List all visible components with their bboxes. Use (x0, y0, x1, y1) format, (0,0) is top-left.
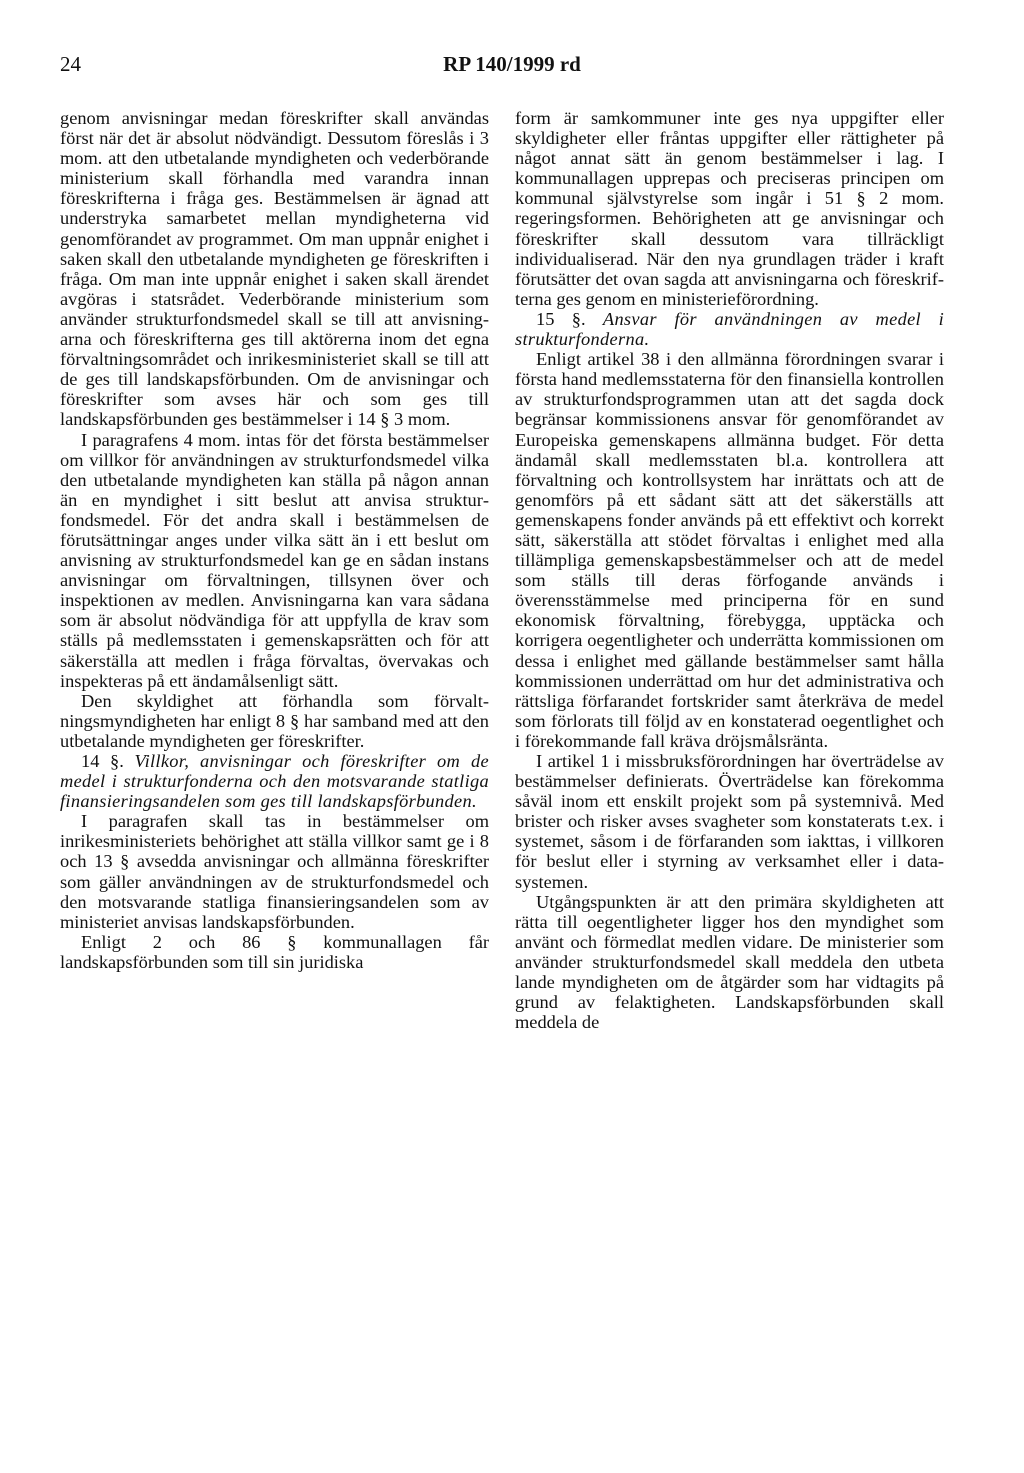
left-column (60, 108, 489, 972)
paragraph: Enligt 2 och 86 § kommunallagen får landskapsförbunden som till sin juridiska (60, 931, 489, 972)
section-heading-15 (515, 309, 944, 349)
paragraph: I paragrafen skall tas in bestämmelser om inrikesministeriets behörighet att ställa villkor samt ge i 8 och 13 § avsedda anvisningar och allmänna föreskrifter som gäller användningen av de strukturfondsmedel och den motsvarande statliga finansieringsandelen som av ministeriet anvisas landskapsförbunden. (60, 811, 489, 932)
section-number: 14 §. (81, 751, 124, 771)
document-id: RP 140/1999 rd (443, 52, 581, 76)
paragraph: Utgångspunkten är att den primära skyldigheten att rätta till oegentligheter ligger hos den myndighet som använt och förmedlat medlen vidare. De ministerier som använder strukturfondsmedel skall meddela den utbeta lande myndigheten om de åtgärder som har vidtagits på grund av felaktigheten. Landskapsförbunden skall meddela de (515, 891, 944, 1033)
page-number: 24 (60, 52, 81, 76)
section-heading-14 (60, 751, 489, 811)
right-column (515, 108, 944, 1032)
paragraph: I paragrafens 4 mom. intas för det första bestämmelser om villkor för användningen av strukturfondsmedel vilka den utbetalande myndigheten kan ställa på någon annan än en myndighet i sitt beslut att anvisa strukturfondsmedel. För det andra skall i bestämmelsen de förutsättningar anges under vilka sätt än i ett beslut om anvisning av strukturfondsmedel kan ge en sådan instans anvisningar om förvaltningen, tillsynen över och inspektionen av medlen. Anvisningarna kan vara sådana som är absolut nödvändiga för att uppfylla de krav som ställs på medlemsstaten i gemenskapsrätten och för att säkerställa att medlen i fråga förvaltas, övervakas och inspekteras på ett ändamålsenligt sätt. (60, 429, 489, 691)
page-header (60, 52, 964, 82)
paragraph: form är samkommuner inte ges nya uppgifter eller skyldigheter eller fråntas uppgifter eller rättigheter på något annat sätt än genom bestämmelser i lag. I kommunallagen upprepas och preciseras principen om kommunal självstyrelse som ingår i 51 § 2 mom. regeringsformen. Behörigheten att ge anvisningar och föreskrifter skall dessutom vara tillräckligt individualiserad. När den nya grundlagen träder i kraft förutsätter det ovan sagda att anvisningarna och föreskrifterna ges genom en ministerieförordning. (515, 108, 944, 309)
section-number: 15 §. (536, 308, 586, 329)
section-title: Villkor, anvisningar och föreskrifter om de medel i strukturfonderna och den motsvarande statliga finansieringsandelen som ges till landskapsförbunden. (60, 751, 490, 812)
paragraph: genom anvisningar medan föreskrifter skall användas först när det är absolut nödvändigt. Dessutom föreslås i 3 mom. att den utbetalande myndigheten och vederbörande ministerium skall förhandla med varandra innan föreskrifterna i fråga ges. Bestämmelsen är ägnad att understryka samarbetet mellan myndigheterna vid genomförandet av programmet. Om man uppnår enighet i saken skall den utbetalande myndigheten ge föreskriften i fråga. Om man inte uppnår enighet i saken skall ärendet avgöras i statsrådet. Vederbörande ministerium som använder strukturfondsmedel skall se till att anvisningarna och föreskrifterna ges till aktörerna inom det egna förvaltningsområdet och inrikesministeriet skall se till att de ges till landskapsförbunden. Om de anvisningar och föreskrifter som avses här och som ges till landskapsförbunden ges bestämmelser i 14 § 3 mom. (60, 108, 489, 430)
paragraph: I artikel 1 i missbruksförordningen har överträdelse av bestämmelser definierats. Överträdelse kan förekomma såväl inom ett enskilt projekt som på systemnivå. Med brister och risker avses svagheter som konstaterats t.ex. i systemet, såsom i de förfaranden som iakttas, i villkoren för beslut eller i styrning av verksamhet eller i datasystemen. (515, 751, 944, 892)
paragraph: Den skyldighet att förhandla som förvaltningsmyndigheten har enligt 8 § har samband med att den utbetalande myndigheten ger föreskrifter. (60, 690, 489, 751)
paragraph: Enligt artikel 38 i den allmänna förordningen svarar i första hand medlemsstaterna för den finansiella kontrollen av strukturfondsprogrammen utan att det sagda dock begränsar kommissionens ansvar för genomförandet av Europeiska gemenskapens allmänna budget. För detta ändamål skall medlemsstaten bl.a. kontrollera att förvaltning och kontrollsystem har inrättats och att de genomförs på ett sådant sätt att det säkerställs att gemenskapens fonder används på ett effektivt och korrekt sätt, säkerställa att stödet förvaltas i enlighet med alla tillämpliga gemenskapsbestämmelser och att de medel som ställs till deras förfogande används i överensstämmelse med principerna för en sund ekonomisk förvaltning, förebygga, upptäcka och korrigera oegentligheter och underrätta kommissionen om dessa i enlighet med gällande bestämmelser samt hålla kommissionen underrättad om hur det administrativa och rättsliga förfarandet fortskrider samt återkräva de medel som förlorats till följd av en konstaterad oegentlighet och i förekommande fall kräva dröjsmålsränta. (515, 349, 944, 751)
section-title: Ansvar för användningen av medel i strukturfonderna. (515, 308, 945, 350)
